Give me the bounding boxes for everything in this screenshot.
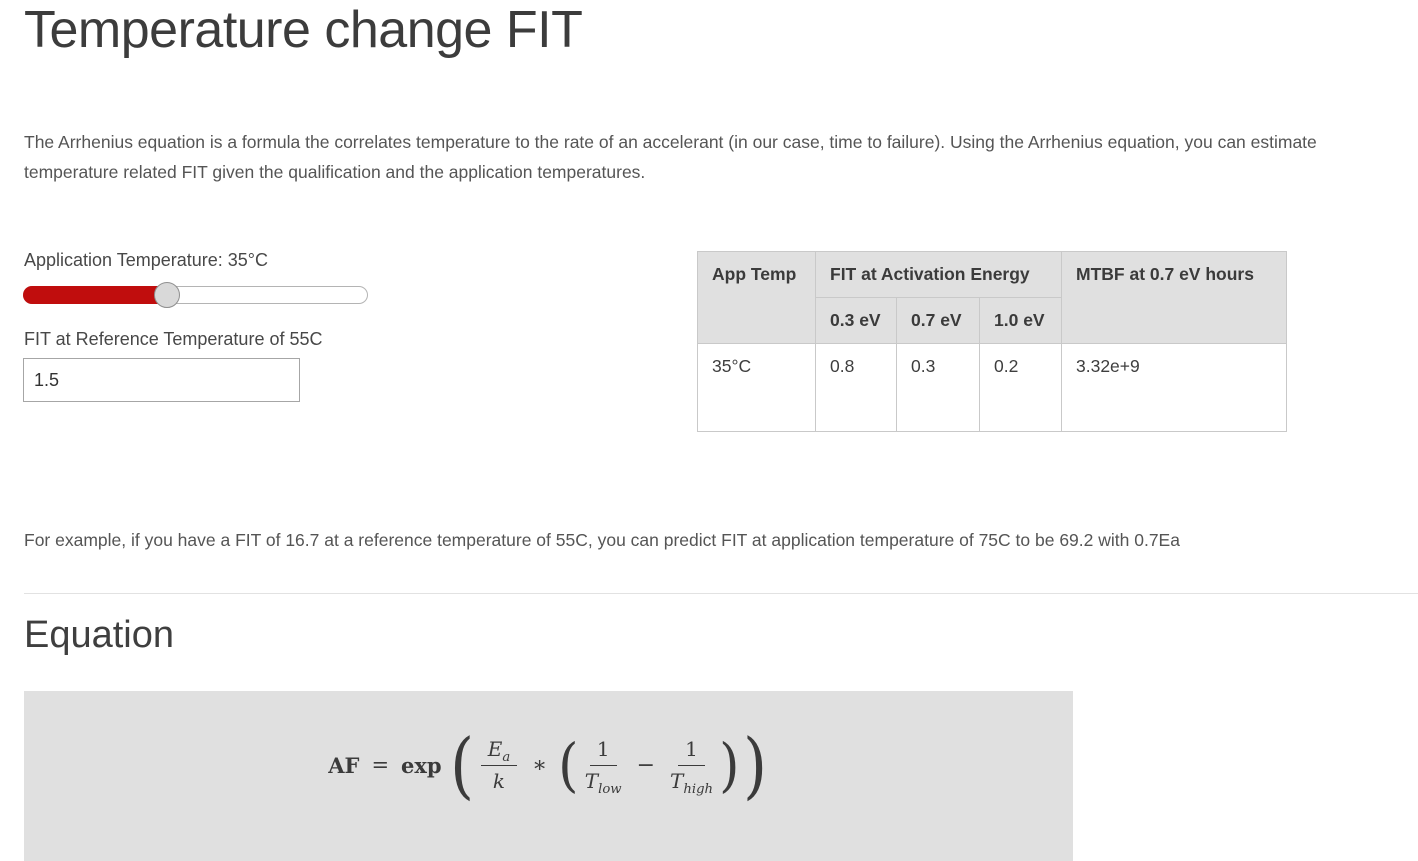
cell-mtbf: 3.32e+9 <box>1062 344 1287 432</box>
fit-table-header <box>698 252 1287 344</box>
eq-open-paren-outer: ( <box>449 723 474 807</box>
col-subheader-0-7ev: 0.7 eV <box>897 298 980 344</box>
section-divider <box>24 593 1418 594</box>
eq-k: k <box>492 768 506 793</box>
eq-exp-function: exp <box>401 752 442 778</box>
example-paragraph: For example, if you have a FIT of 16.7 at a reference temperature of 55C, you can predict FIT at application temperature of 75C to be 69.2 with 0.7Ea <box>24 530 1180 550</box>
eq-fraction-ea-over-k <box>481 737 517 794</box>
fit-table <box>697 251 1287 432</box>
eq-minus-sign: − <box>636 752 656 778</box>
eq-frac2-denominator <box>584 766 622 797</box>
col-subheader-0-3ev: 0.3 eV <box>816 298 897 344</box>
eq-close-paren-inner: ) <box>719 731 740 799</box>
eq-close-paren-outer: ) <box>742 723 767 807</box>
col-subheader-1-0ev: 1.0 eV <box>980 298 1062 344</box>
col-header-fit-activation-energy: FIT at Activation Energy <box>816 252 1062 298</box>
eq-multiply-sign: ∗ <box>532 752 548 778</box>
eq-frac2-numerator: 1 <box>590 737 617 766</box>
equation-box <box>24 691 1073 861</box>
col-header-mtbf: MTBF at 0.7 eV hours <box>1062 252 1287 344</box>
arrhenius-equation <box>328 725 769 805</box>
eq-tlow-base: T <box>584 768 599 793</box>
eq-fraction-1-over-tlow <box>584 736 622 797</box>
eq-open-paren-inner: ( <box>558 731 579 799</box>
eq-lhs: AF <box>328 752 360 778</box>
eq-thigh-subscript: high <box>683 781 714 797</box>
eq-ea-base: E <box>487 736 503 761</box>
eq-fraction-1-over-thigh <box>670 736 714 797</box>
slider-thumb[interactable] <box>154 282 180 308</box>
cell-fit-0-3ev: 0.8 <box>816 344 897 432</box>
intro-paragraph: The Arrhenius equation is a formula the correlates temperature to the rate of an accelerant (in our case, time to failure). Using the Arrhenius equation, you can estimate temperature related FIT given the qualification and the application temperatures. <box>24 132 1317 182</box>
cell-app-temp: 35°C <box>698 344 816 432</box>
eq-tlow-subscript: low <box>598 781 622 797</box>
fit-reference-input[interactable] <box>23 358 300 402</box>
cell-fit-1-0ev: 0.2 <box>980 344 1062 432</box>
col-header-app-temp: App Temp <box>698 252 816 344</box>
eq-frac1-numerator <box>481 737 517 766</box>
header-row-groups <box>698 252 1287 298</box>
fit-reference-label: FIT at Reference Temperature of 55C <box>24 329 323 349</box>
eq-frac1-denominator <box>493 766 505 794</box>
eq-frac3-numerator: 1 <box>678 737 705 766</box>
eq-frac3-denominator <box>670 766 714 797</box>
application-temperature-slider[interactable] <box>23 286 368 304</box>
eq-ea-subscript: a <box>502 749 511 765</box>
page-title: Temperature change FIT <box>24 1 583 59</box>
table-row <box>698 344 1287 432</box>
eq-equals-sign: = <box>371 753 390 777</box>
application-temperature-label: Application Temperature: 35°C <box>24 250 269 270</box>
slider-fill <box>23 286 167 304</box>
equation-heading: Equation <box>24 614 175 656</box>
eq-thigh-base: T <box>670 768 684 793</box>
cell-fit-0-7ev: 0.3 <box>897 344 980 432</box>
